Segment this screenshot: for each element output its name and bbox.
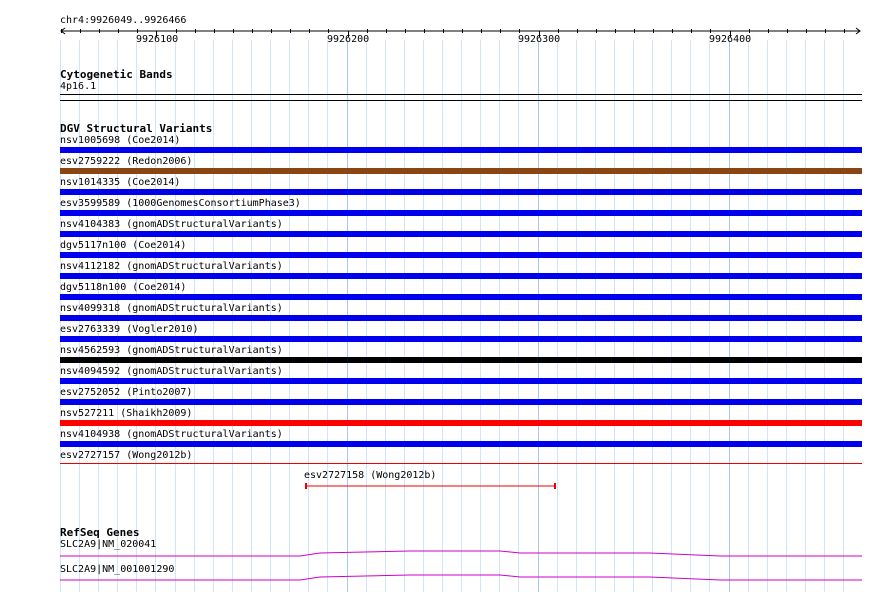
ruler-tick-label: 9926300 [518, 34, 561, 45]
ruler-axis [0, 26, 890, 38]
cytoband-track-title[interactable]: Cytogenetic Bands [60, 68, 173, 81]
ruler-tick-label: 9926100 [136, 34, 179, 45]
cytoband-label: 4p16.1 [60, 81, 97, 92]
dgv-feature-label: dgv5118n100 (Coe2014) [60, 282, 187, 293]
dgv-feature-label: nsv1014335 (Coe2014) [60, 177, 181, 188]
dgv-feature-label: nsv4112182 (gnomADStructuralVariants) [60, 261, 283, 272]
dgv-feature-bar[interactable] [60, 378, 862, 384]
dgv-feature-bar[interactable] [60, 294, 862, 300]
dgv-feature-bar[interactable] [60, 463, 862, 464]
dgv-feature-label: nsv1005698 (Coe2014) [60, 135, 181, 146]
dgv-feature-label: esv3599589 (1000GenomesConsortiumPhase3) [60, 198, 301, 209]
dgv-feature-bar[interactable] [60, 357, 862, 363]
gene-glyph[interactable] [0, 572, 890, 584]
dgv-feature-label: esv2763339 (Vogler2010) [60, 324, 199, 335]
gene-label: SLC2A9|NM_001001290 [60, 564, 175, 575]
dgv-feature-label: nsv4099318 (gnomADStructuralVariants) [60, 303, 283, 314]
ruler-tick-label: 9926400 [709, 34, 752, 45]
gene-glyph[interactable] [0, 548, 890, 560]
dgv-feature-label: esv2727158 (Wong2012b) [304, 470, 437, 481]
dgv-feature-bar[interactable] [60, 189, 862, 195]
gene-label: SLC2A9|NM_020041 [60, 539, 157, 550]
dgv-feature-bar[interactable] [60, 336, 862, 342]
dgv-feature-label: esv2752052 (Pinto2007) [60, 387, 193, 398]
dgv-feature-glyph[interactable] [300, 480, 562, 492]
dgv-feature-label: nsv4104938 (gnomADStructuralVariants) [60, 429, 283, 440]
dgv-feature-label: nsv4094592 (gnomADStructuralVariants) [60, 366, 283, 377]
dgv-feature-label: nsv4104383 (gnomADStructuralVariants) [60, 219, 283, 230]
location-label: chr4:9926049..9926466 [60, 15, 187, 26]
refseq-track-title[interactable]: RefSeq Genes [60, 526, 140, 539]
dgv-feature-bar[interactable] [60, 210, 862, 216]
dgv-feature-label: esv2727157 (Wong2012b) [60, 450, 193, 461]
dgv-feature-bar[interactable] [60, 441, 862, 447]
dgv-feature-label: nsv527211 (Shaikh2009) [60, 408, 193, 419]
dgv-feature-label: dgv5117n100 (Coe2014) [60, 240, 187, 251]
ruler-tick-label: 9926200 [327, 34, 370, 45]
dgv-feature-bar[interactable] [60, 231, 862, 237]
cytoband-band-top[interactable] [60, 94, 862, 95]
dgv-track-title[interactable]: DGV Structural Variants [60, 122, 213, 135]
dgv-feature-bar[interactable] [60, 168, 862, 174]
cytoband-band-bottom [60, 100, 862, 101]
dgv-feature-bar[interactable] [60, 273, 862, 279]
dgv-feature-bar[interactable] [60, 420, 862, 426]
dgv-feature-bar[interactable] [60, 147, 862, 153]
dgv-feature-label: esv2759222 (Redon2006) [60, 156, 193, 167]
dgv-feature-label: nsv4562593 (gnomADStructuralVariants) [60, 345, 283, 356]
dgv-feature-bar[interactable] [60, 399, 862, 405]
dgv-feature-bar[interactable] [60, 252, 862, 258]
dgv-feature-bar[interactable] [60, 315, 862, 321]
